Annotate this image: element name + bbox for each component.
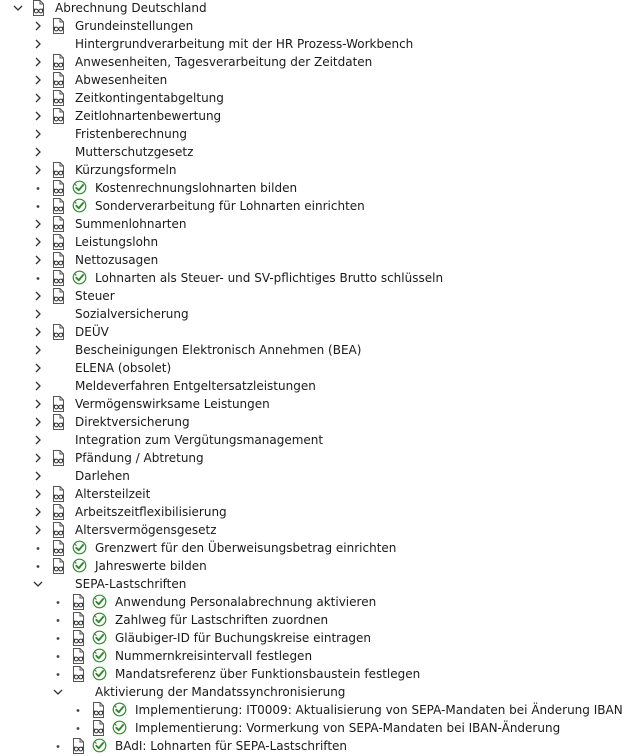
tree-node-label[interactable]: Darlehen bbox=[75, 469, 130, 483]
tree-node[interactable] bbox=[0, 269, 636, 287]
documentation-icon[interactable] bbox=[52, 234, 64, 250]
tree-node[interactable] bbox=[0, 683, 636, 701]
tree-node-label[interactable]: Summenlohnarten bbox=[75, 217, 187, 231]
tree-node[interactable] bbox=[0, 71, 636, 89]
tree-node-label[interactable]: Implementierung: IT0009: Aktualisierung von SEPA-Mandaten bei Änderung IBAN bbox=[135, 703, 623, 717]
bullet-icon bbox=[32, 557, 44, 575]
tree-node-label[interactable]: Fristenberechnung bbox=[75, 127, 187, 141]
tree-node-label[interactable]: Grundeinstellungen bbox=[75, 19, 194, 33]
chevron-right-icon[interactable] bbox=[32, 305, 44, 323]
tree-node[interactable] bbox=[0, 233, 636, 251]
tree-node-label[interactable]: Sonderverarbeitung für Lohnarten einrichten bbox=[95, 199, 365, 213]
tree-node[interactable] bbox=[0, 143, 636, 161]
chevron-right-icon[interactable] bbox=[32, 431, 44, 449]
tree-node-label[interactable]: Aktivierung der Mandatssynchronisierung bbox=[95, 685, 346, 699]
tree-node[interactable] bbox=[0, 485, 636, 503]
tree-node[interactable] bbox=[0, 719, 636, 737]
tree-node[interactable] bbox=[0, 89, 636, 107]
tree-node[interactable] bbox=[0, 593, 636, 611]
documentation-icon[interactable] bbox=[52, 180, 64, 196]
tree-node[interactable] bbox=[0, 629, 636, 647]
bullet-icon bbox=[52, 665, 64, 683]
chevron-right-icon[interactable] bbox=[32, 107, 44, 125]
documentation-icon[interactable] bbox=[52, 450, 64, 466]
tree-node[interactable] bbox=[0, 557, 636, 575]
tree-node[interactable] bbox=[0, 305, 636, 323]
documentation-icon[interactable] bbox=[52, 396, 64, 412]
tree-node[interactable] bbox=[0, 701, 636, 719]
tree-node[interactable] bbox=[0, 431, 636, 449]
chevron-right-icon[interactable] bbox=[32, 341, 44, 359]
documentation-icon[interactable] bbox=[52, 558, 64, 574]
tree-node[interactable] bbox=[0, 287, 636, 305]
tree-node-label[interactable]: Vermögenswirksame Leistungen bbox=[75, 397, 270, 411]
chevron-right-icon[interactable] bbox=[32, 377, 44, 395]
tree-node[interactable] bbox=[0, 197, 636, 215]
documentation-icon[interactable] bbox=[52, 486, 64, 502]
tree-node-label[interactable]: Steuer bbox=[75, 289, 115, 303]
tree-node-label[interactable]: ELENA (obsolet) bbox=[75, 361, 172, 375]
tree-node-label[interactable]: Grenzwert für den Überweisungsbetrag einrichten bbox=[95, 541, 397, 555]
tree-node-label[interactable]: Hintergrundverarbeitung mit der HR Prozess-Workbench bbox=[75, 37, 414, 51]
tree-node[interactable] bbox=[0, 107, 636, 125]
documentation-icon[interactable] bbox=[72, 666, 84, 682]
chevron-right-icon[interactable] bbox=[32, 161, 44, 179]
tree-node-label[interactable]: Leistungslohn bbox=[75, 235, 159, 249]
tree-node-label[interactable]: Lohnarten als Steuer- und SV-pflichtiges Brutto schlüsseln bbox=[95, 271, 444, 285]
chevron-right-icon[interactable] bbox=[32, 467, 44, 485]
chevron-right-icon[interactable] bbox=[32, 53, 44, 71]
execute-activity-icon[interactable] bbox=[72, 180, 87, 195]
documentation-icon[interactable] bbox=[52, 90, 64, 106]
tree-node[interactable] bbox=[0, 35, 636, 53]
tree-node-label[interactable]: Kürzungsformeln bbox=[75, 163, 177, 177]
tree-node[interactable] bbox=[0, 503, 636, 521]
tree-node[interactable] bbox=[0, 359, 636, 377]
execute-activity-icon[interactable] bbox=[72, 540, 87, 555]
execute-activity-icon[interactable] bbox=[72, 558, 87, 573]
documentation-icon[interactable] bbox=[52, 540, 64, 556]
documentation-icon[interactable] bbox=[52, 252, 64, 268]
tree-node-label[interactable]: Zeitkontingentabgeltung bbox=[75, 91, 224, 105]
chevron-right-icon[interactable] bbox=[32, 485, 44, 503]
chevron-right-icon[interactable] bbox=[32, 35, 44, 53]
tree-node[interactable] bbox=[0, 53, 636, 71]
bullet-icon bbox=[52, 647, 64, 665]
tree-node-label[interactable]: Arbeitszeitflexibilisierung bbox=[75, 505, 227, 519]
documentation-icon[interactable] bbox=[52, 72, 64, 88]
documentation-icon[interactable] bbox=[52, 54, 64, 70]
tree-node[interactable] bbox=[0, 665, 636, 683]
tree-node[interactable] bbox=[0, 251, 636, 269]
bullet-icon bbox=[72, 719, 84, 737]
tree-node[interactable] bbox=[0, 467, 636, 485]
tree-node-label[interactable]: Meldeverfahren Entgeltersatzleistungen bbox=[75, 379, 316, 393]
documentation-icon[interactable] bbox=[52, 108, 64, 124]
chevron-right-icon[interactable] bbox=[32, 287, 44, 305]
tree-node-label[interactable]: Nummernkreisintervall festlegen bbox=[115, 649, 313, 663]
chevron-right-icon[interactable] bbox=[32, 215, 44, 233]
chevron-right-icon[interactable] bbox=[32, 125, 44, 143]
tree-node[interactable] bbox=[0, 179, 636, 197]
documentation-icon[interactable] bbox=[52, 198, 64, 214]
bullet-icon bbox=[32, 197, 44, 215]
documentation-icon[interactable] bbox=[92, 702, 104, 718]
bullet-icon bbox=[52, 611, 64, 629]
tree-node-label[interactable]: Mutterschutzgesetz bbox=[75, 145, 194, 159]
tree-node-label[interactable]: Nettozusagen bbox=[75, 253, 159, 267]
tree-node-label[interactable]: Anwendung Personalabrechnung aktivieren bbox=[115, 595, 377, 609]
documentation-icon[interactable] bbox=[72, 738, 84, 754]
bullet-icon bbox=[32, 179, 44, 197]
tree-node[interactable] bbox=[0, 125, 636, 143]
tree-node-label[interactable]: Pfändung / Abtretung bbox=[75, 451, 204, 465]
chevron-right-icon[interactable] bbox=[32, 323, 44, 341]
tree-node-label[interactable]: Zahlweg für Lastschriften zuordnen bbox=[115, 613, 329, 627]
tree-node[interactable] bbox=[0, 575, 636, 593]
tree-node[interactable] bbox=[0, 323, 636, 341]
bullet-icon bbox=[32, 269, 44, 287]
execute-activity-icon[interactable] bbox=[92, 594, 107, 609]
documentation-icon[interactable] bbox=[52, 414, 64, 430]
chevron-right-icon[interactable] bbox=[32, 395, 44, 413]
tree-node[interactable] bbox=[0, 413, 636, 431]
documentation-icon[interactable] bbox=[52, 216, 64, 232]
tree-node[interactable] bbox=[0, 0, 636, 17]
chevron-right-icon[interactable] bbox=[32, 233, 44, 251]
tree-node-label[interactable]: Abwesenheiten bbox=[75, 73, 168, 87]
tree-node-label[interactable]: Altersteilzeit bbox=[75, 487, 151, 501]
tree-node-label[interactable]: DEÜV bbox=[75, 325, 109, 339]
tree-node[interactable] bbox=[0, 377, 636, 395]
tree-node-label[interactable]: Implementierung: Vormerkung von SEPA-Mandaten bei IBAN-Änderung bbox=[135, 721, 561, 735]
documentation-icon[interactable] bbox=[52, 270, 64, 286]
tree-node[interactable] bbox=[0, 521, 636, 539]
tree-node-label[interactable]: SEPA-Lastschriften bbox=[75, 577, 187, 591]
chevron-right-icon[interactable] bbox=[32, 521, 44, 539]
execute-activity-icon[interactable] bbox=[112, 702, 127, 717]
execute-activity-icon[interactable] bbox=[92, 630, 107, 645]
execute-activity-icon[interactable] bbox=[72, 270, 87, 285]
execute-activity-icon[interactable] bbox=[92, 612, 107, 627]
chevron-right-icon[interactable] bbox=[32, 89, 44, 107]
bullet-icon bbox=[52, 593, 64, 611]
tree-node-label[interactable]: Bescheinigungen Elektronisch Annehmen (BEA) bbox=[75, 343, 362, 357]
chevron-right-icon[interactable] bbox=[32, 71, 44, 89]
execute-activity-icon[interactable] bbox=[92, 666, 107, 681]
documentation-icon[interactable] bbox=[52, 18, 64, 34]
chevron-down-icon[interactable] bbox=[12, 0, 24, 17]
tree-node-label[interactable]: Sozialversicherung bbox=[75, 307, 189, 321]
execute-activity-icon[interactable] bbox=[72, 198, 87, 213]
tree-node[interactable] bbox=[0, 17, 636, 35]
chevron-right-icon[interactable] bbox=[32, 503, 44, 521]
tree-node-label[interactable]: Integration zum Vergütungsmanagement bbox=[75, 433, 324, 447]
execute-activity-icon[interactable] bbox=[112, 720, 127, 735]
tree-node[interactable] bbox=[0, 539, 636, 557]
tree-node-label[interactable]: Direktversicherung bbox=[75, 415, 190, 429]
tree-node[interactable] bbox=[0, 395, 636, 413]
tree-node[interactable] bbox=[0, 341, 636, 359]
tree-node-label[interactable]: Jahreswerte bilden bbox=[95, 559, 207, 573]
chevron-right-icon[interactable] bbox=[32, 17, 44, 35]
bullet-icon bbox=[52, 629, 64, 647]
chevron-right-icon[interactable] bbox=[32, 143, 44, 161]
tree-node[interactable] bbox=[0, 161, 636, 179]
execute-activity-icon[interactable] bbox=[92, 738, 107, 753]
documentation-icon[interactable] bbox=[52, 504, 64, 520]
tree-node-label[interactable]: Altersvermögensgesetz bbox=[75, 523, 217, 537]
documentation-icon[interactable] bbox=[72, 594, 84, 610]
chevron-right-icon[interactable] bbox=[32, 251, 44, 269]
tree-node-label[interactable]: BAdI: Lohnarten für SEPA-Lastschriften bbox=[115, 739, 348, 753]
chevron-right-icon[interactable] bbox=[32, 413, 44, 431]
chevron-down-icon[interactable] bbox=[32, 575, 44, 593]
tree-node[interactable] bbox=[0, 215, 636, 233]
execute-activity-icon[interactable] bbox=[92, 648, 107, 663]
tree-node-label[interactable]: Kostenrechnungslohnarten bilden bbox=[95, 181, 298, 195]
chevron-right-icon[interactable] bbox=[32, 359, 44, 377]
bullet-icon bbox=[52, 737, 64, 755]
documentation-icon[interactable] bbox=[52, 162, 64, 178]
tree-node-label[interactable]: Anwesenheiten, Tagesverarbeitung der Zeitdaten bbox=[75, 55, 373, 69]
bullet-icon bbox=[72, 701, 84, 719]
chevron-right-icon[interactable] bbox=[32, 449, 44, 467]
documentation-icon[interactable] bbox=[52, 522, 64, 538]
tree-node-label[interactable]: Zeitlohnartenbewertung bbox=[75, 109, 222, 123]
documentation-icon[interactable] bbox=[72, 630, 84, 646]
documentation-icon[interactable] bbox=[32, 0, 44, 16]
tree-node[interactable] bbox=[0, 611, 636, 629]
tree-node-label[interactable]: Gläubiger-ID für Buchungskreise eintragen bbox=[115, 631, 372, 645]
tree-node[interactable] bbox=[0, 737, 636, 755]
tree-node-label[interactable]: Mandatsreferenz über Funktionsbaustein festlegen bbox=[115, 667, 421, 681]
tree-node[interactable] bbox=[0, 647, 636, 665]
tree-node-label[interactable]: Abrechnung Deutschland bbox=[55, 1, 207, 15]
tree-node[interactable] bbox=[0, 449, 636, 467]
documentation-icon[interactable] bbox=[72, 612, 84, 628]
bullet-icon bbox=[32, 539, 44, 557]
documentation-icon[interactable] bbox=[52, 288, 64, 304]
chevron-down-icon[interactable] bbox=[52, 683, 64, 701]
documentation-icon[interactable] bbox=[72, 648, 84, 664]
documentation-icon[interactable] bbox=[52, 324, 64, 340]
documentation-icon[interactable] bbox=[92, 720, 104, 736]
